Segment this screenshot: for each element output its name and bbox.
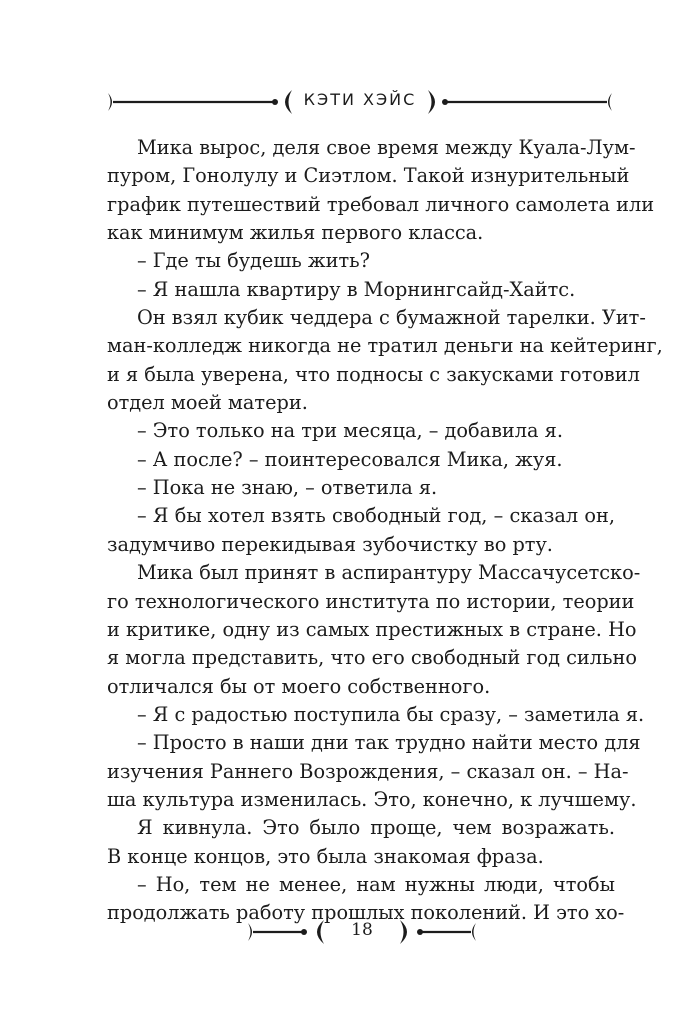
text-line: – Но, тем не менее, нам нужны люди, чтобы xyxy=(137,872,615,896)
text-line: – Где ты будешь жить? xyxy=(137,249,370,273)
page-number: 18 xyxy=(351,920,373,940)
running-title: КЭТИ ХЭЙС xyxy=(303,90,417,109)
text-line: Он взял кубик чеддера с бумажной тарелки. Уит- xyxy=(137,306,646,330)
running-header xyxy=(104,84,616,120)
text-line: как минимум жилья первого класса. xyxy=(107,221,484,245)
text-line: – Я нашла квартиру в Морнингсайд-Хайтс. xyxy=(137,277,576,301)
text-line: – Просто в наши дни так трудно найти место для xyxy=(137,731,641,755)
text-line: – А после? – поинтересовался Мика, жуя. xyxy=(137,447,563,471)
text-line: Мика был принят в аспирантуру Массачусетско- xyxy=(137,561,641,585)
text-line: В конце концов, это была знакомая фраза. xyxy=(107,844,544,868)
text-line: Мика вырос, деля свое время между Куала-Лум- xyxy=(137,136,636,159)
page-footer xyxy=(244,914,480,950)
text-line: – Я бы хотел взять свободный год, – сказал он, xyxy=(137,504,615,528)
text-line: – Это только на три месяца, – добавила я. xyxy=(137,419,563,443)
text-line: я могла представить, что его свободный год сильно xyxy=(107,646,637,670)
text-line: отдел моей матери. xyxy=(107,391,308,415)
text-line: и я была уверена, что подносы с закусками готовил xyxy=(107,362,640,386)
text-line: го технологического института по истории, теории xyxy=(107,589,635,613)
text-line: ман-колледж никогда не тратил деньги на кейтеринг, xyxy=(107,334,663,358)
text-line: – Пока не знаю, – ответила я. xyxy=(137,476,438,500)
text-line: отличался бы от моего собственного. xyxy=(107,674,491,698)
text-line: задумчиво перекидывая зубочистку во рту. xyxy=(107,532,553,556)
text-line: и критике, одну из самых престижных в стране. Но xyxy=(107,617,637,641)
text-line: продолжать работу прошлых поколений. И это хо- xyxy=(107,901,625,925)
text-line: ша культура изменилась. Это, конечно, к лучшему. xyxy=(107,787,637,811)
text-line: – Я с радостью поступила бы сразу, – заметила я. xyxy=(137,702,645,726)
body-text xyxy=(107,134,663,928)
text-line: пуром, Гонолулу и Сиэтлом. Такой изнурительный xyxy=(107,164,630,188)
text-line: Я кивнула. Это было проще, чем возражать. xyxy=(137,816,615,840)
text-line: график путешествий требовал личного самолета или xyxy=(107,192,655,216)
text-line: изучения Раннего Возрождения, – сказал он. – На- xyxy=(107,759,629,783)
